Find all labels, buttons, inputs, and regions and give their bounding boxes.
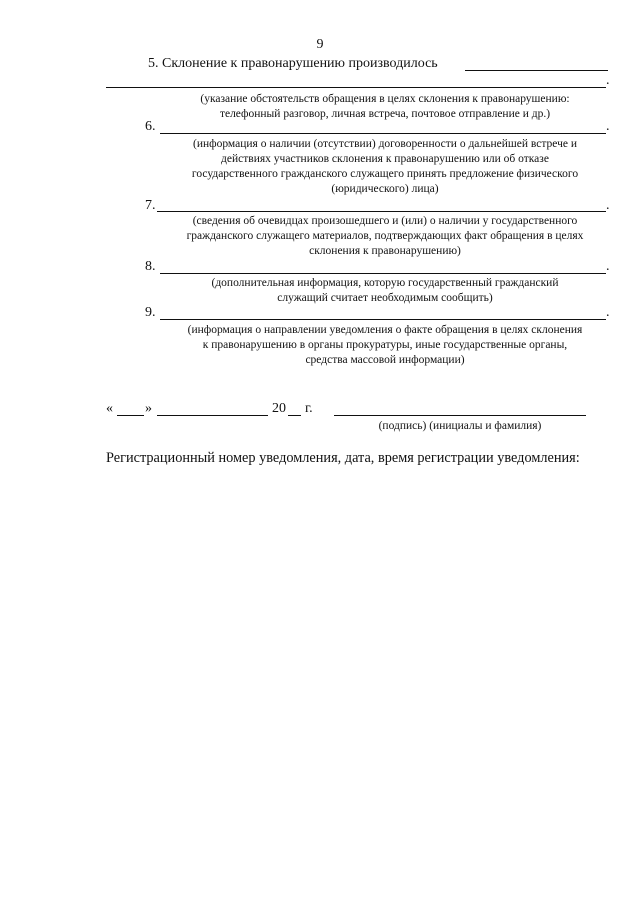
registration-line: Регистрационный номер уведомления, дата, время регистрации уведомления: (106, 450, 580, 466)
date-close-quote: » (145, 401, 152, 416)
date-day-line (117, 415, 144, 416)
date-year-suffix: г. (305, 401, 313, 416)
item-7-label: 7. (145, 198, 156, 213)
date-open-quote: « (106, 401, 113, 416)
signature-caption: (подпись) (инициалы и фамилия) (378, 420, 542, 432)
item-9-note-line: (информация о направлении уведомления о факте обращения в целях склонения (187, 324, 583, 336)
date-month-line (157, 415, 268, 416)
date-year-line (288, 415, 301, 416)
item-7-note-line: (сведения об очевидцах произошедшего и (или) о наличии у государственного (192, 215, 578, 227)
page-number: 9 (316, 37, 324, 52)
item-9-note (150, 323, 620, 368)
item-7-note-line: гражданского служащего материалов, подтверждающих факт обращения в целях (186, 230, 584, 242)
item-6-note-line: действиях участников склонения к правонарушению или об отказе (221, 153, 549, 165)
item-6-fill-line (160, 133, 606, 134)
item-5-fill-line (465, 70, 608, 71)
item-7-period: . (606, 198, 610, 213)
signature-line (334, 415, 586, 416)
item-6-note-line: (информация о наличии (отсутствии) договоренности о дальнейшей встрече и (193, 138, 577, 150)
item-9-fill-line (160, 319, 606, 320)
item-6-note-line: (юридического) лица) (331, 183, 439, 195)
item-5-period: . (606, 73, 610, 88)
item-9-period: . (606, 305, 610, 320)
item-5-label: 5. Склонение к правонарушению производилось (148, 56, 438, 71)
item-7-note-line: склонения к правонарушению) (309, 245, 461, 257)
item-5-note-line: (указание обстоятельств обращения в целях склонения к правонарушению: (200, 93, 570, 105)
item-5-fill-line-2 (106, 87, 606, 88)
item-8-note-line: служащий считает необходимым сообщить) (277, 292, 493, 304)
item-8-period: . (606, 259, 610, 274)
item-5-note (150, 92, 620, 122)
item-9-label: 9. (145, 305, 156, 320)
item-6-note-line: государственного гражданского служащего принять предложение физического (191, 168, 579, 180)
item-6-period: . (606, 119, 610, 134)
item-8-label: 8. (145, 259, 156, 274)
item-8-fill-line (160, 273, 606, 274)
item-8-note (150, 276, 620, 306)
item-7-fill-line (157, 211, 606, 212)
item-8-note-line: (дополнительная информация, которую государственный гражданский (211, 277, 559, 289)
item-6-note (150, 137, 620, 197)
item-6-label: 6. (145, 119, 156, 134)
item-9-note-line: к правонарушению в органы прокуратуры, иные государственные органы, (202, 339, 568, 351)
item-9-note-line: средства массовой информации) (305, 354, 465, 366)
item-5-note-line: телефонный разговор, личная встреча, почтовое отправление и др.) (219, 108, 551, 120)
date-year-prefix: 20 (272, 401, 286, 416)
item-7-note (150, 214, 620, 259)
